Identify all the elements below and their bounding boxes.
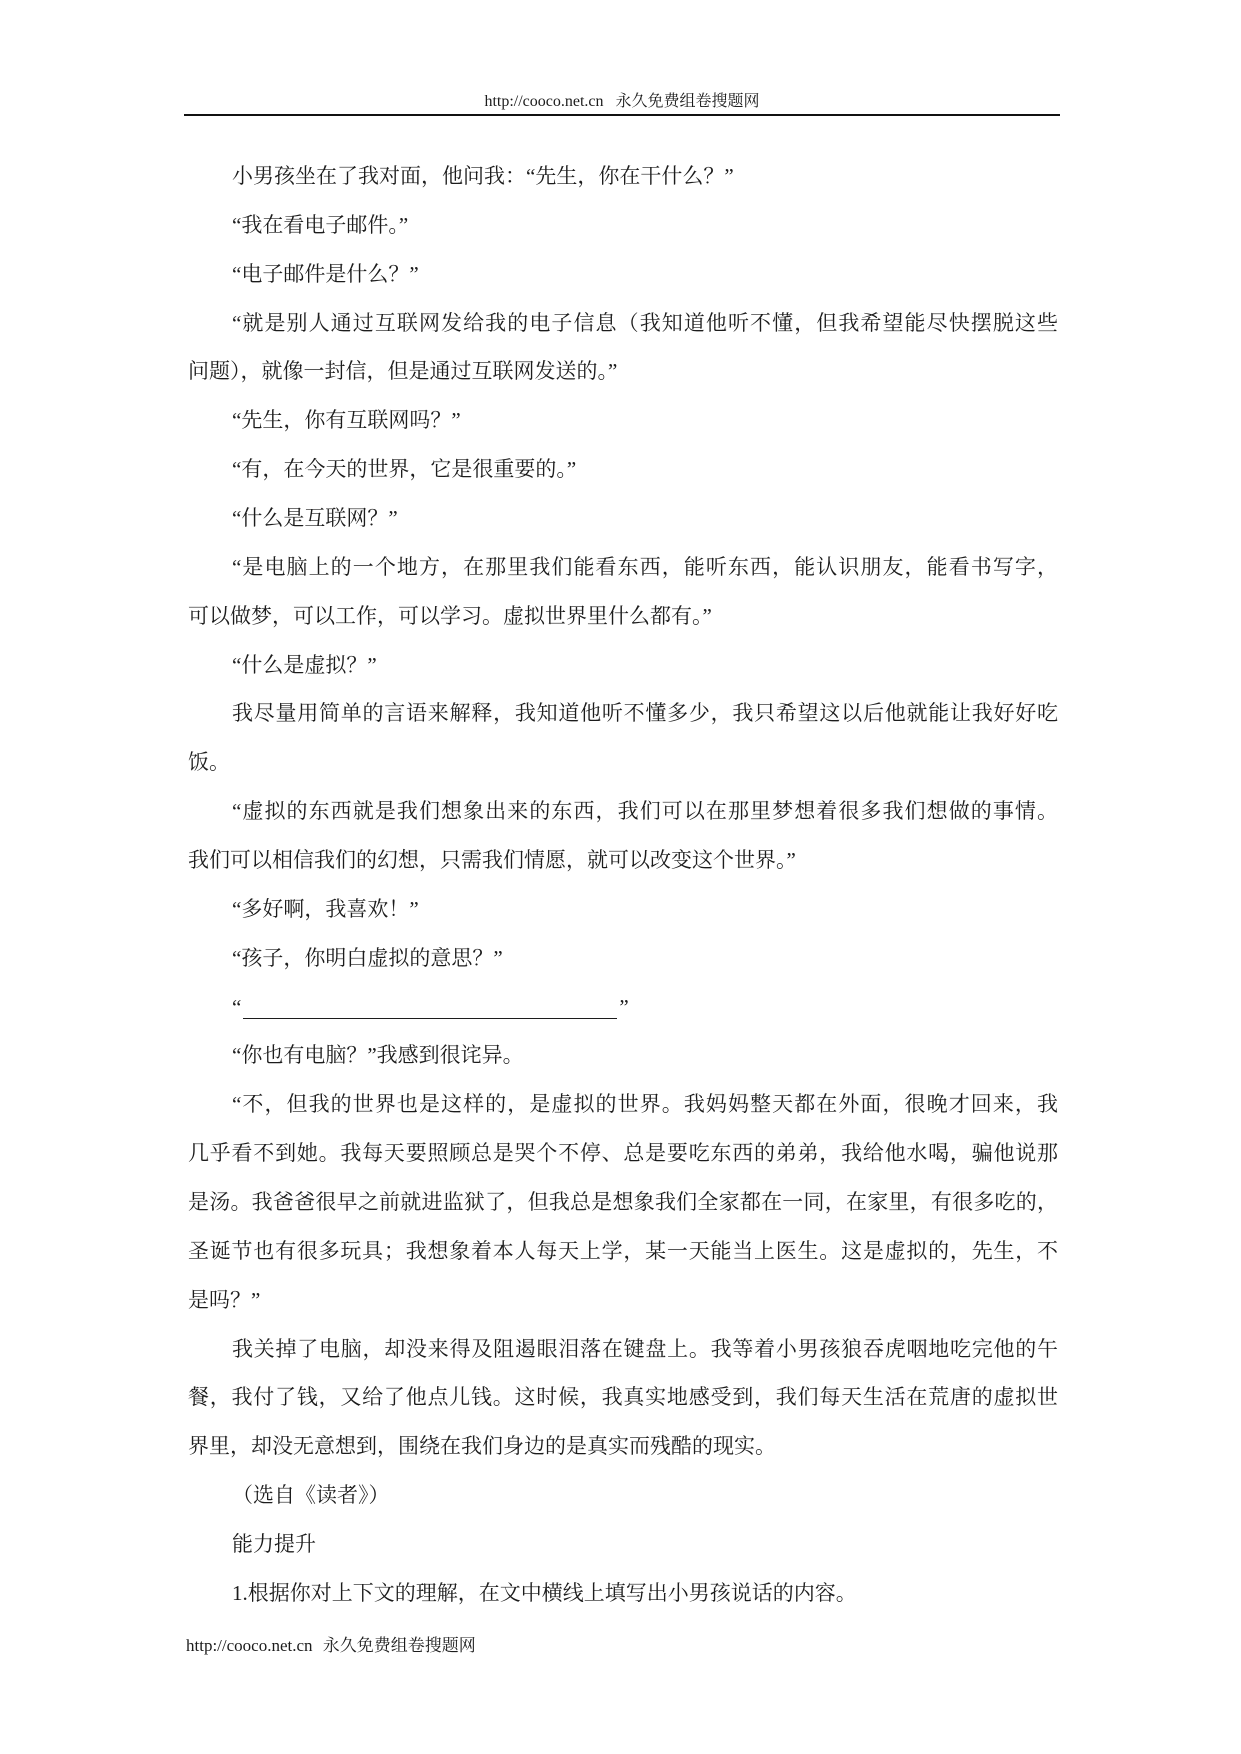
paragraph — [188, 299, 1058, 397]
paragraph-line: “是电脑上的一个地方，在那里我们能看东西，能听东西，能认识朋友，能看书写字， — [232, 554, 1058, 579]
header-url: http://cooco.net.cn — [484, 93, 604, 110]
paragraph-line: “什么是虚拟？” — [232, 652, 377, 677]
header-site-name: 永久免费组卷搜题网 — [615, 93, 760, 110]
page-footer — [186, 1634, 476, 1658]
paragraph — [188, 1325, 1058, 1472]
fill-in-blank — [243, 1002, 617, 1019]
paragraph-line: “我在看电子邮件。” — [232, 212, 409, 237]
paragraph — [188, 885, 1058, 934]
paragraph — [188, 934, 1058, 983]
paragraph-line: “先生，你有互联网吗？” — [232, 408, 461, 433]
paragraph-line: 可以做梦，可以工作，可以学习。虚拟世界里什么都有。” — [188, 603, 712, 628]
paragraph — [188, 445, 1058, 494]
paragraph-line: “虚拟的东西就是我们想象出来的东西，我们可以在那里梦想着很多我们想做的事情。 — [232, 799, 1058, 824]
paragraph — [188, 152, 1058, 201]
blank-answer-line — [188, 983, 1058, 1032]
source-citation-text: （选自《读者》） — [232, 1483, 390, 1508]
paragraph-line: “有，在今天的世界，它是很重要的。” — [232, 457, 577, 482]
paragraph — [188, 1031, 1058, 1080]
paragraph-line: “电子邮件是什么？” — [232, 261, 419, 286]
paragraph — [188, 641, 1058, 690]
paragraph — [188, 396, 1058, 445]
paragraph-line: “多好啊，我喜欢！” — [232, 896, 419, 921]
paragraph-line: 餐，我付了钱，又给了他点儿钱。这时候，我真实地感受到，我们每天生活在荒唐的虚拟世 — [188, 1385, 1058, 1410]
footer-site-name: 永久免费组卷搜题网 — [322, 1636, 476, 1655]
paragraph-line: 界里，却没无意想到，围绕在我们身边的是真实而残酷的现实。 — [188, 1434, 776, 1459]
paragraph-line: 圣诞节也有很多玩具；我想象着本人每天上学，某一天能当上医生。这是虚拟的，先生，不 — [188, 1238, 1058, 1263]
paragraph-line: 是汤。我爸爸很早之前就进监狱了，但我总是想象我们全家都在一同，在家里，有很多吃的， — [188, 1190, 1058, 1215]
paragraph-line: 我关掉了电脑，却没来得及阻遏眼泪落在键盘上。我等着小男孩狼吞虎咽地吃完他的午 — [232, 1336, 1058, 1361]
section-heading-text: 能力提升 — [232, 1532, 316, 1557]
header-rule — [184, 114, 1060, 116]
footer-url: http://cooco.net.cn — [186, 1636, 313, 1655]
paragraph-line: “什么是互联网？” — [232, 506, 398, 531]
paragraph-line: 我们可以相信我们的幻想，只需我们情愿，就可以改变这个世界。” — [188, 848, 796, 873]
paragraph-line: “孩子，你明白虚拟的意思？” — [232, 945, 503, 970]
open-quote: “ — [232, 994, 242, 1019]
paragraph-line: 饭。 — [188, 750, 230, 775]
blank-answer-paragraph — [188, 983, 1058, 1032]
paragraph-line: 几乎看不到她。我每天要照顾总是哭个不停、总是要吃东西的弟弟，我给他水喝，骗他说那 — [188, 1141, 1058, 1166]
question-item — [188, 1569, 1058, 1618]
source-citation — [188, 1471, 1058, 1520]
article-body — [188, 152, 1058, 1618]
paragraph — [188, 689, 1058, 787]
paragraph — [188, 201, 1058, 250]
paragraph-line: 小男孩坐在了我对面，他问我：“先生，你在干什么？” — [232, 164, 734, 188]
paragraph — [188, 494, 1058, 543]
paragraph-line: “你也有电脑？”我感到很诧异。 — [232, 1043, 524, 1068]
section-heading — [188, 1520, 1058, 1569]
close-quote: ” — [619, 994, 629, 1019]
paragraph — [188, 543, 1058, 641]
question-text: 1.根据你对上下文的理解，在文中横线上填写出小男孩说话的内容。 — [232, 1580, 857, 1605]
page-header — [186, 90, 1058, 114]
paragraph-line: “就是别人通过互联网发给我的电子信息（我知道他听不懂，但我希望能尽快摆脱这些 — [232, 310, 1058, 335]
paragraph-line: 我尽量用简单的言语来解释，我知道他听不懂多少，我只希望这以后他就能让我好好吃 — [232, 701, 1058, 726]
paragraph-line: 是吗？” — [188, 1287, 261, 1312]
paragraph-line: 问题），就像一封信，但是通过互联网发送的。” — [188, 359, 618, 384]
paragraph — [188, 250, 1058, 299]
paragraph — [188, 1080, 1058, 1324]
paragraph-line: “不，但我的世界也是这样的，是虚拟的世界。我妈妈整天都在外面，很晚才回来，我 — [232, 1092, 1058, 1117]
paragraph — [188, 787, 1058, 885]
